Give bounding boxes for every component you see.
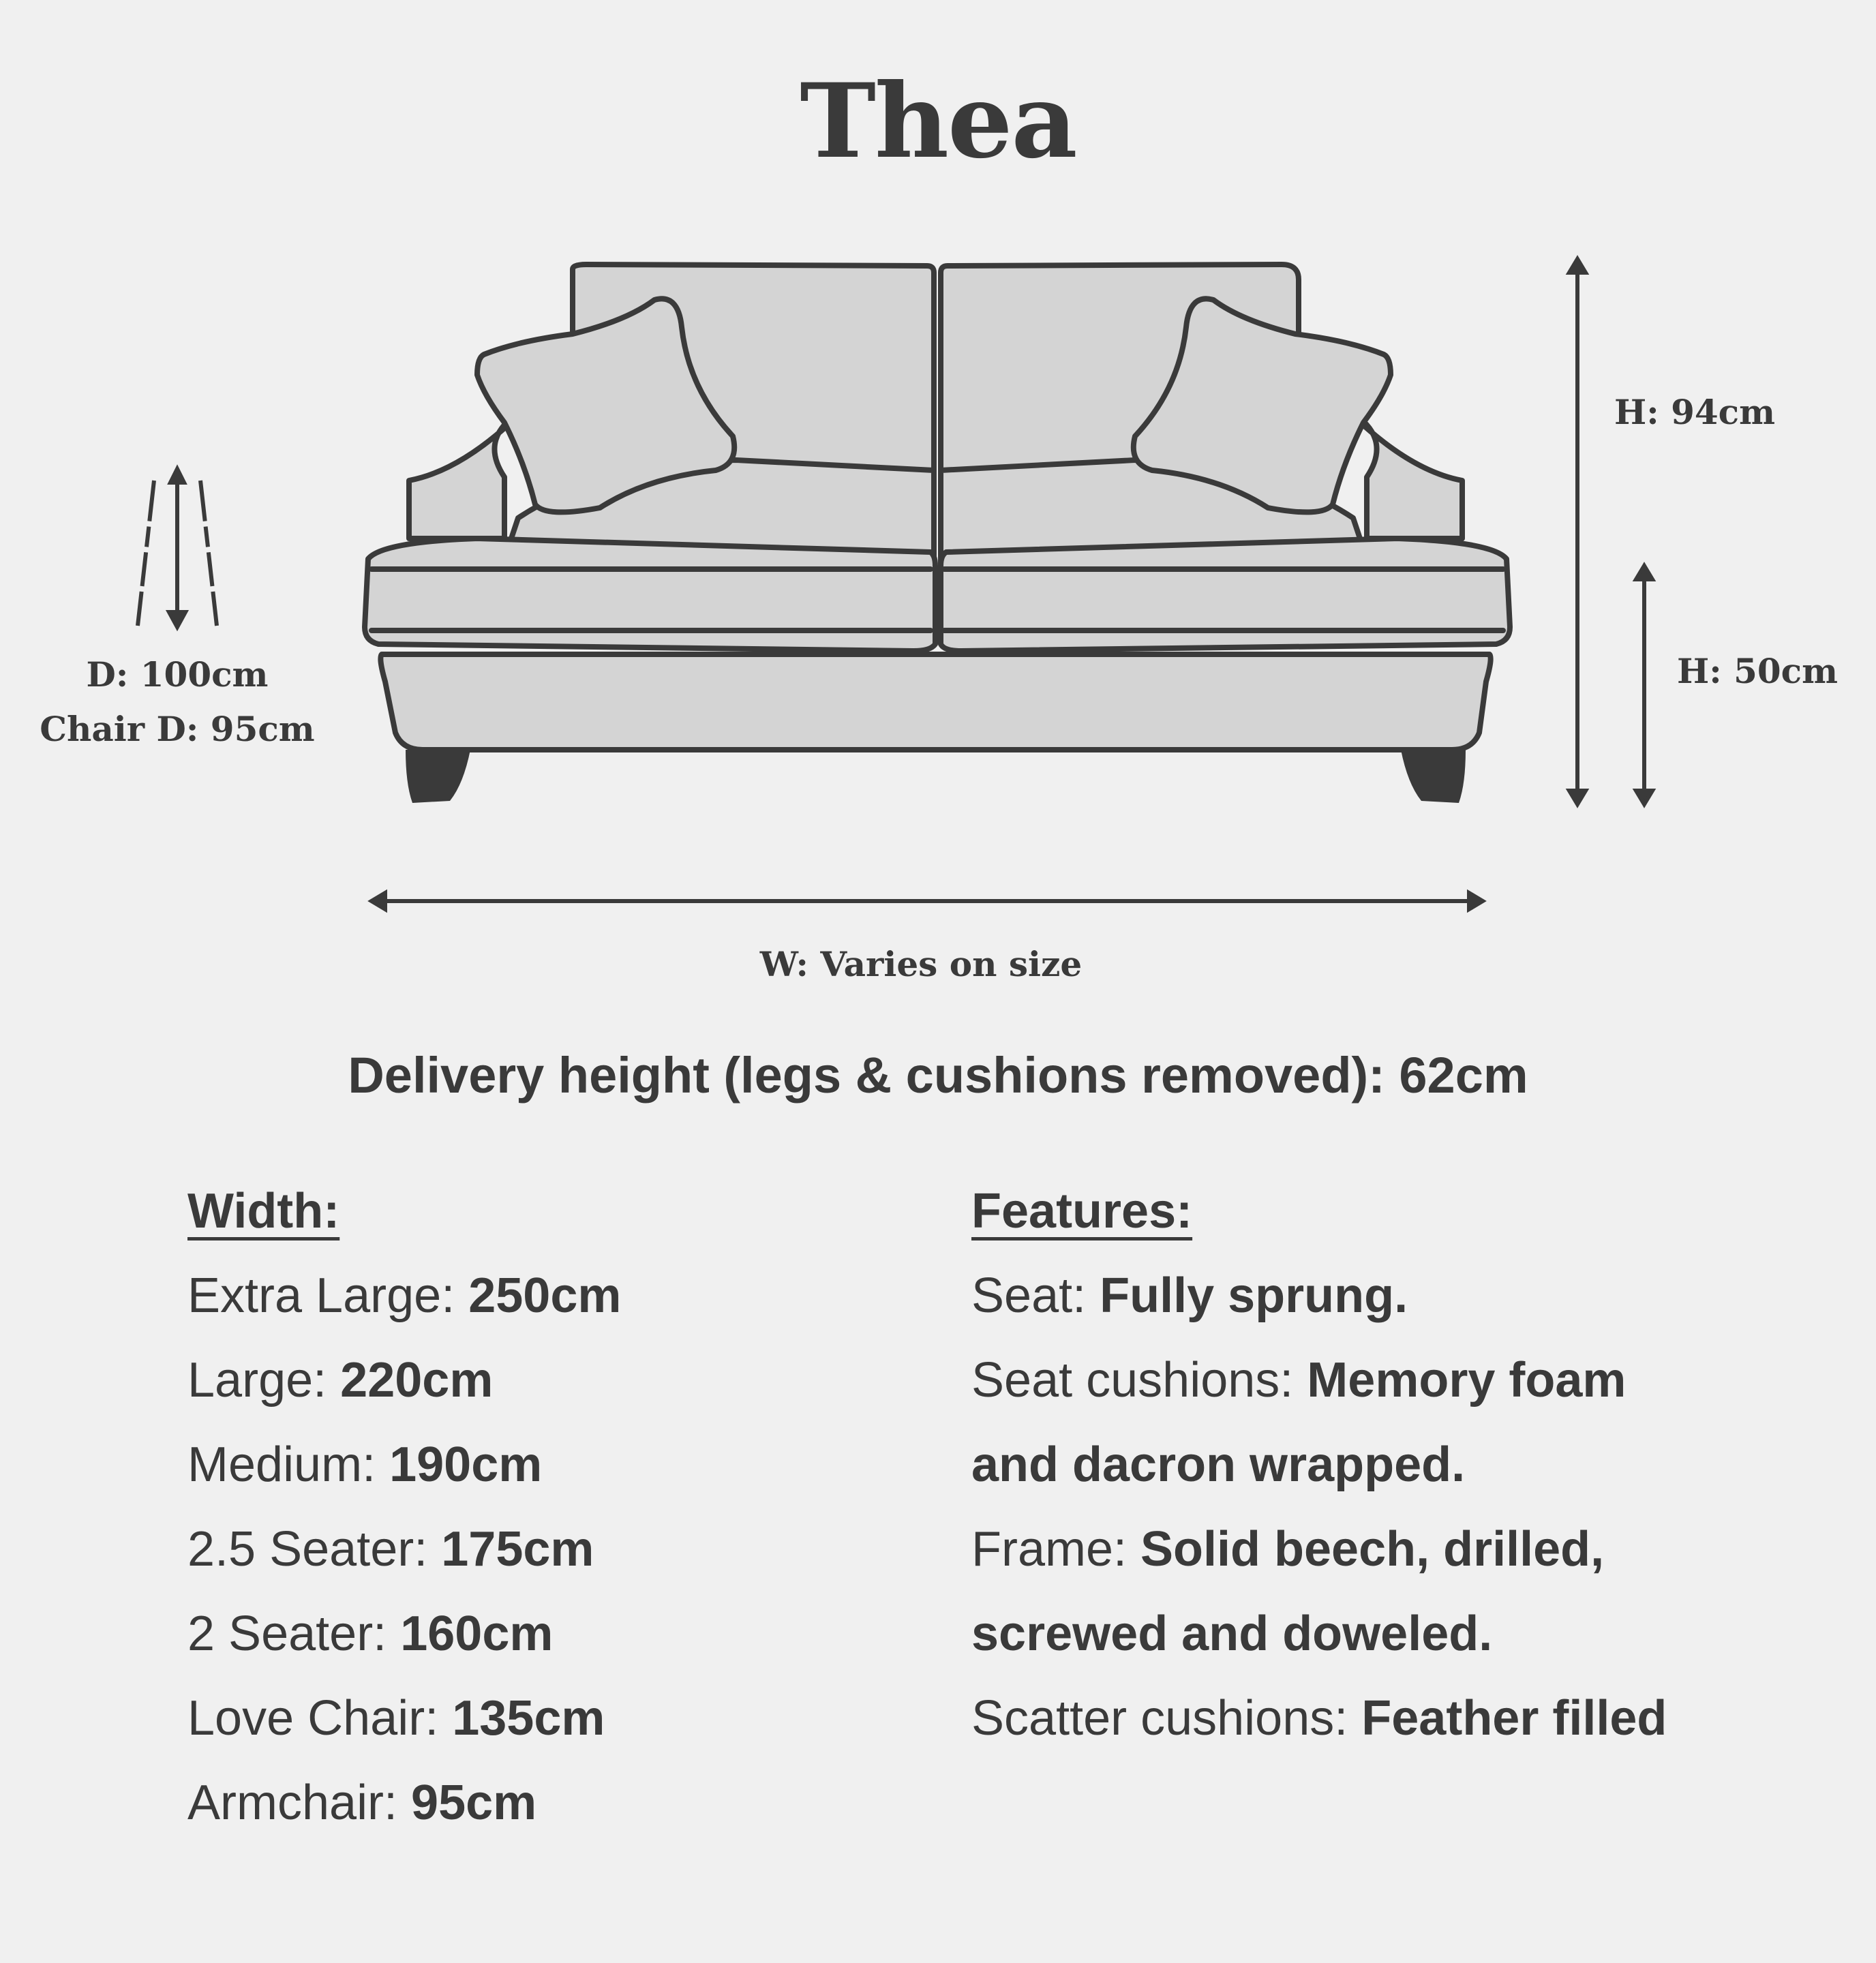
width-row: Armchair: 95cm: [187, 1776, 537, 1830]
features-section: [971, 1169, 1858, 1761]
chair-depth-value: Chair D: 95cm: [40, 709, 315, 749]
features-heading: Features:: [971, 1184, 1193, 1238]
sofa-leg-left: [406, 750, 470, 803]
feature-row: Frame: Solid beech, drilled,: [971, 1522, 1605, 1577]
feature-row: Seat: Fully sprung.: [971, 1268, 1408, 1323]
feature-row: and dacron wrapped.: [971, 1437, 1466, 1492]
width-row: Medium: 190cm: [187, 1437, 543, 1492]
product-title: Thea: [800, 61, 1076, 181]
width-row: Extra Large: 250cm: [187, 1268, 622, 1323]
sofa-arm-right: [1346, 409, 1462, 538]
depth-value: D: 100cm: [86, 654, 269, 695]
seat-height-label: H: 50cm: [1677, 651, 1839, 691]
sofa-base: [380, 654, 1490, 750]
width-row: 2 Seater: 160cm: [187, 1607, 554, 1661]
seat-cushion-left: [365, 538, 935, 651]
depth-label: [27, 648, 327, 757]
feature-row: Scatter cushions: Feather filled: [971, 1691, 1667, 1746]
width-section: [187, 1169, 903, 1845]
width-row: Large: 220cm: [187, 1353, 494, 1407]
width-row: Love Chair: 135cm: [187, 1691, 605, 1746]
feature-row: Seat cushions: Memory foam: [971, 1353, 1627, 1407]
width-heading: Width:: [187, 1184, 340, 1238]
delivery-height: Delivery height (legs & cushions removed): 62cm: [348, 1047, 1528, 1104]
seat-cushion-right: [941, 538, 1510, 651]
width-row: 2.5 Seater: 175cm: [187, 1522, 594, 1577]
width-label: W: Varies on size: [759, 944, 1083, 984]
sofa-leg-right: [1401, 750, 1466, 803]
feature-row: screwed and doweled.: [971, 1607, 1493, 1661]
height-label: H: 94cm: [1614, 392, 1776, 432]
